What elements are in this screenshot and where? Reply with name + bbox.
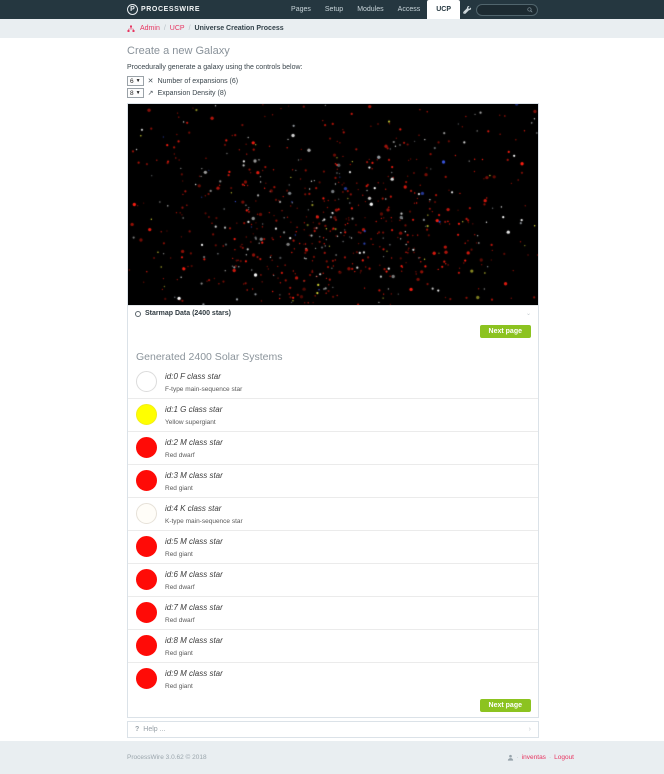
star-color-circle [136,503,157,524]
star-info [165,569,223,591]
arrow-up-right-icon: ↗ [147,90,154,97]
breadcrumb-separator: / [163,25,166,32]
star-title: id:6 M class star [165,570,223,579]
star-color-circle [136,668,157,689]
footer-user-area [507,754,574,761]
select-value: 8 [130,89,134,97]
processwire-logo[interactable] [127,4,200,15]
star-title: id:3 M class star [165,471,223,480]
breadcrumb-bar [0,19,664,38]
solar-systems-heading: Generated 2400 Solar Systems [136,351,283,363]
breadcrumb-link-admin[interactable]: Admin [140,25,160,32]
version-text: ProcessWire 3.0.62 © 2018 [127,754,207,761]
solar-system-row [128,629,538,662]
solar-system-row [128,530,538,563]
pagination-top [128,321,538,343]
star-subtitle: Red giant [165,551,193,558]
page-title: Create a new Galaxy [127,45,230,57]
star-info [165,635,223,657]
search-icon [527,7,533,13]
chevron-down-icon: ⌄ [525,310,531,317]
star-info [165,536,223,558]
star-color-circle [136,536,157,557]
chevron-right-icon: › [528,726,531,733]
search-input[interactable] [481,6,527,13]
star-title: id:5 M class star [165,537,223,546]
main-content [0,38,664,738]
control-label: Expansion Density (8) [157,89,227,97]
control-row [127,76,538,86]
star-subtitle: Red giant [165,650,193,657]
star-color-circle [136,470,157,491]
star-color-circle [136,602,157,623]
star-color-circle [136,404,157,425]
star-info [165,503,243,525]
star-title: id:4 K class star [165,504,222,513]
starmap-image [128,104,538,305]
intro-text: Procedurally generate a galaxy using the controls below: [127,64,303,71]
footer [0,741,664,774]
chevron-down-icon: ▼ [135,90,141,96]
star-info [165,470,223,492]
star-title: id:9 M class star [165,669,223,678]
star-title: id:2 M class star [165,438,223,447]
footer-username-link[interactable]: inventas [521,754,546,761]
star-subtitle: Red giant [165,485,193,492]
star-info [165,437,223,459]
control-row [127,88,538,98]
breadcrumb-separator: / [188,25,191,32]
galaxy-controls [127,76,538,98]
pagination-bottom [128,695,538,717]
star-subtitle: F-type main-sequence star [165,386,243,393]
search-box [476,4,538,16]
help-label: Help ... [143,726,166,733]
help-toggle[interactable] [127,721,539,738]
next-page-button-bottom[interactable]: Next page [480,699,531,712]
star-subtitle: Red giant [165,683,193,690]
wrench-icon[interactable] [463,6,471,14]
logout-link[interactable]: Logout [554,754,574,761]
footer-separator: · [548,754,552,761]
question-mark-icon: ? [135,726,140,733]
star-info [165,602,223,624]
breadcrumb-link-ucp[interactable]: UCP [169,25,185,32]
circle-icon [135,311,141,317]
solar-system-row [128,464,538,497]
solar-system-row [128,431,538,464]
galaxy-form-panel [127,103,539,718]
solar-system-row [128,563,538,596]
star-subtitle: K-type main-sequence star [165,518,243,525]
topbar-nav [284,0,460,19]
star-subtitle: Red dwarf [165,617,195,624]
star-color-circle [136,569,157,590]
solar-system-row [128,662,538,695]
control-label: Number of expansions (6) [157,77,239,85]
top-navbar [0,0,664,19]
star-title: id:7 M class star [165,603,223,612]
nav-item-setup[interactable]: Setup [324,6,344,13]
user-icon [507,754,514,761]
sitemap-icon [127,25,135,33]
nav-item-access[interactable]: Access [397,6,421,13]
star-title: id:1 G class star [165,405,223,414]
control-select[interactable] [127,88,144,98]
star-subtitle: Red dwarf [165,584,195,591]
next-page-button-top[interactable]: Next page [480,325,531,338]
processwire-logo-text: PROCESSWIRE [141,6,201,13]
star-color-circle [136,371,157,392]
nav-item-pages[interactable]: Pages [291,6,311,13]
star-info [165,404,222,426]
star-title: id:8 M class star [165,636,223,645]
star-subtitle: Red dwarf [165,452,195,459]
expand-arrows-icon: ✕ [147,78,154,85]
nav-item-modules[interactable]: Modules [357,6,384,13]
breadcrumb [140,25,284,32]
processwire-logo-icon: P [127,4,138,15]
nav-item-ucp[interactable]: UCP [427,0,460,19]
footer-separator: · [516,754,519,761]
solar-system-row [128,497,538,530]
solar-system-row [128,366,538,398]
solar-system-list [128,366,538,695]
star-info [165,668,223,690]
star-title: id:0 F class star [165,372,221,381]
breadcrumb-current: Universe Creation Process [194,25,284,32]
control-select[interactable] [127,76,144,86]
star-color-circle [136,635,157,656]
chevron-down-icon: ▼ [135,78,141,84]
star-info [165,371,242,393]
solar-system-row [128,398,538,431]
select-value: 6 [130,77,134,85]
starmap-data-toggle[interactable] [128,305,538,321]
star-subtitle: Yellow supergiant [165,419,216,426]
starmap-data-label: Starmap Data (2400 stars) [145,310,231,317]
star-color-circle [136,437,157,458]
solar-system-row [128,596,538,629]
